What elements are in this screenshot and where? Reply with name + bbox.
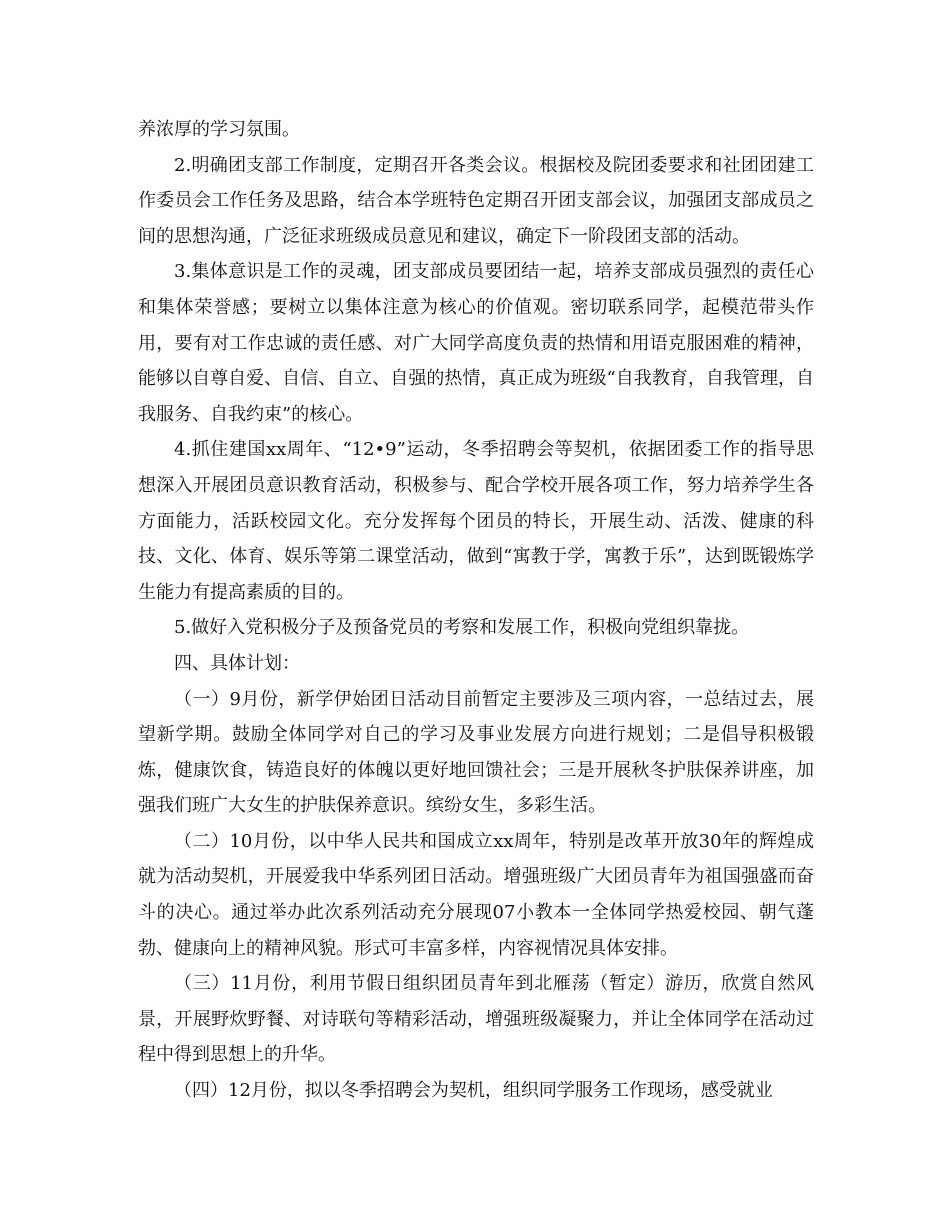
paragraph-1: 养浓厚的学习氛围。 [138,119,300,140]
paragraph-5: 5.做好入党积极分子及预备党员的考察和发展工作，积极向党组织靠拢。 [174,617,750,639]
paragraph-plan-september: （一）9月份，新学伊始团日活动目前暂定主要涉及三项内容，一总结过去，展望新学期。鼓励全体同学对自己的学习及事业发展方向进行规划；二是倡导积极锻炼，健康饮食，铸造良好的体魄以更好地回馈社会；三是开展秋冬护肤保养讲座，加强我们班广大女生的护肤保养意识。缤纷女生，多彩生活。 [138,688,814,817]
paragraph-plan-october: （二）10月份，以中华人民共和国成立xx周年，特别是改革开放30年的辉煌成就为活动契机，开展爱我中华系列团日活动。增强班级广大团员青年为祖国强盛而奋斗的决心。通过举办此次系列活动充分展现07小教本一全体同学热爱校园、朝气蓬勃、健康向上的精神风貌。形式可丰富多样，内容视情况具体安排。 [138,830,814,959]
section-heading-plan: 四、具体计划： [174,652,300,674]
paragraph-2: 2.明确团支部工作制度，定期召开各类会议。根据校及院团委要求和社团团建工作委员会工作任务及思路，结合本学班特色定期召开团支部会议，加强团支部成员之间的思想沟通，广泛征求班级成员意见和建议，确定下一阶段团支部的活动。 [138,154,814,247]
paragraph-3: 3.集体意识是工作的灵魂，团支部成员要团结一起，培养支部成员强烈的责任心和集体荣誉感；要树立以集体注意为核心的价值观。密切联系同学，起模范带头作用，要有对工作忠诚的责任感、对广大同学高度负责的热情和用语克服困难的精神，能够以自尊自爱、自信、自立、自强的热情，真正成为班级“自我教育，自我管理，自我服务、自我约束”的核心。 [138,261,814,425]
paragraph-4: 4.抓住建国xx周年、“12•9”运动，冬季招聘会等契机，依据团委工作的指导思想深入开展团员意识教育活动，积极参与、配合学校开展各项工作，努力培养学生各方面能力，活跃校园文化。充分发挥每个团员的特长，开展生动、活泼、健康的科技、文化、体育、娱乐等第二课堂活动，做到“寓教于学，寓教于乐”，达到既锻炼学生能力有提高素质的目的。 [138,439,814,603]
paragraph-plan-november: （三）11月份，利用节假日组织团员青年到北雁荡（暂定）游历，欣赏自然风景，开展野炊野餐、对诗联句等精彩活动，增强班级凝聚力，并让全体同学在活动过程中得到思想上的升华。 [138,973,814,1066]
document-body [138,112,814,1109]
paragraph-plan-december: （四）12月份，拟以冬季招聘会为契机，组织同学服务工作现场，感受就业 [174,1080,773,1102]
